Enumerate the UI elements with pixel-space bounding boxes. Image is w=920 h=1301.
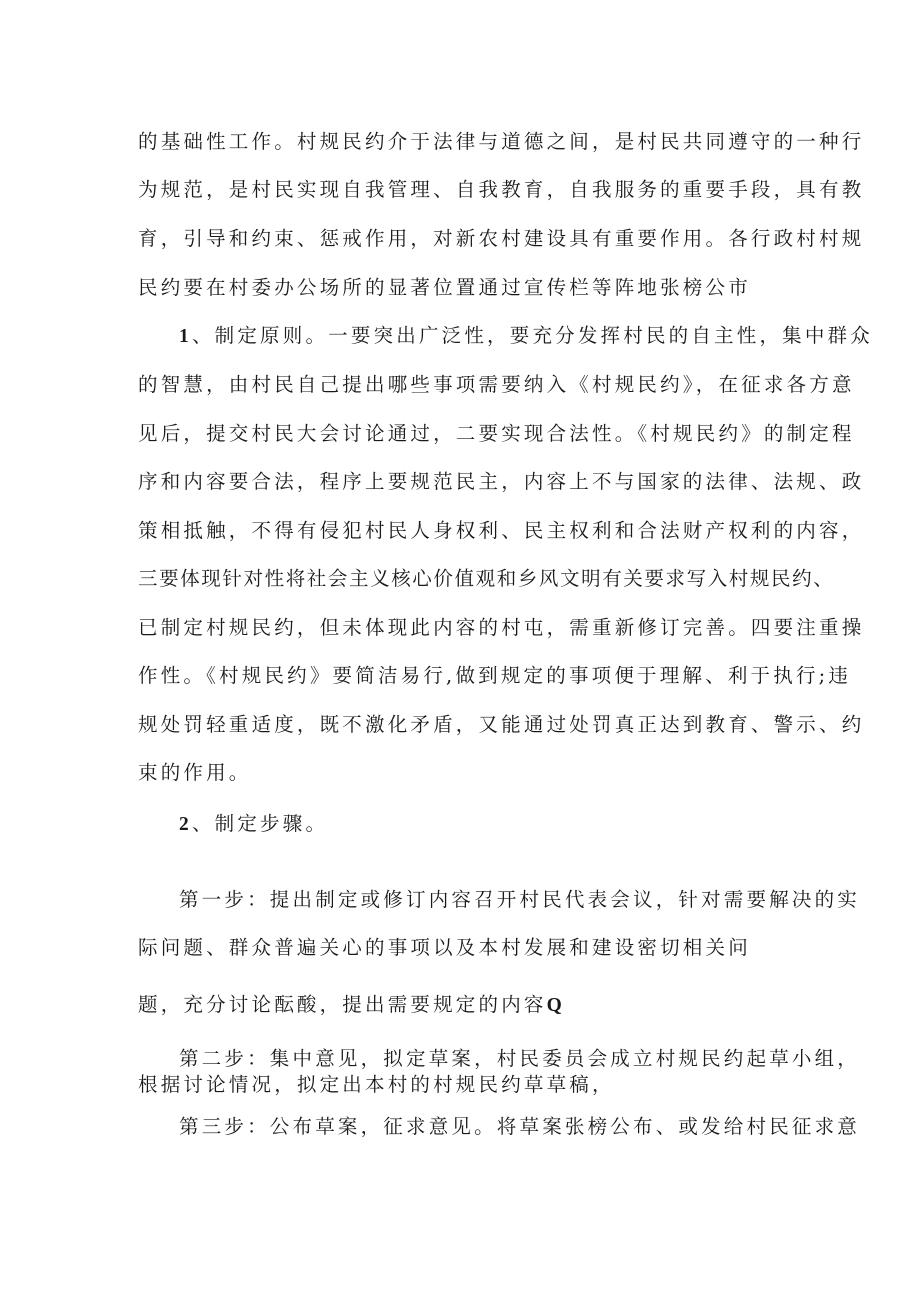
section-heading-principles [179,326,873,347]
paragraph-line: 策相抵触，不得有侵犯村民人身权利、民主权利和合法财产权利的内容， [138,519,865,542]
step-line: 第一步：提出制定或修订内容召开村民代表会议，针对需要解决的实 [179,888,861,911]
paragraph-line: 规处罚轻重适度，既不激化矛盾，又能通过处罚真正达到教育、警示、约 [138,713,865,736]
paragraph-line: 育，引导和约束、惩戒作用，对新农村建设具有重要作用。各行政村村规 [138,227,865,250]
paragraph-line: 束的作用。 [138,761,252,784]
step-line: 际问题、群众普遍关心的事项以及本村发展和建设密切相关问 [138,936,751,959]
paragraph-line: 为规范，是村民实现自我管理、自我教育，自我服务的重要手段，具有教 [138,178,865,201]
paragraph-line: 三要体现针对性将社会主义核心价值观和乡风文明有关要求写入村规民约、 [138,567,835,590]
section-heading-steps [179,814,328,835]
step-line [138,995,565,1016]
paragraph-line: 序和内容要合法，程序上要规范民主，内容上不与国家的法律、法规、政 [138,470,865,493]
paragraph-line: 的基础性工作。村规民约介于法律与道德之间，是村民共同遵守的一种行 [138,130,865,153]
step-text: 题，充分讨论酝酸，提出需要规定的内容 [138,993,547,1016]
step-line: 第二步：集中意见，拟定草案，村民委员会成立村规民约起草小组， [179,1047,861,1070]
paragraph-line: 民约要在村委办公场所的显著位置通过宣传栏等阵地张榜公市 [138,276,751,299]
paragraph-text: 、制定原则。一要突出广泛性，要充分发挥村民的自主性，集中群众 [191,324,873,347]
paragraph-line: 作性。《村规民约》要简洁易行,做到规定的事项便于理解、利于执行;违 [138,664,852,687]
step-line: 根据讨论情况，拟定出本村的村规民约草草稿， [138,1073,615,1096]
paragraph-line: 已制定村规民约，但未体现此内容的村屯，需重新修订完善。四要注重操 [138,616,865,639]
paragraph-text: 、制定步骤。 [191,812,329,835]
paragraph-line: 见后，提交村民大会讨论通过，二要实现合法性。《村规民约》的制定程 [138,422,855,445]
step-line: 第三步：公布草案，征求意见。将草案张榜公布、或发给村民征求意 [179,1115,861,1138]
section-number: 1 [179,326,192,347]
section-number: 2 [179,814,192,835]
paragraph-line: 的智慧，由村民自己提出哪些事项需要纳入《村规民约》，在征求各方意 [138,373,855,396]
step-tail: Q [546,995,565,1016]
